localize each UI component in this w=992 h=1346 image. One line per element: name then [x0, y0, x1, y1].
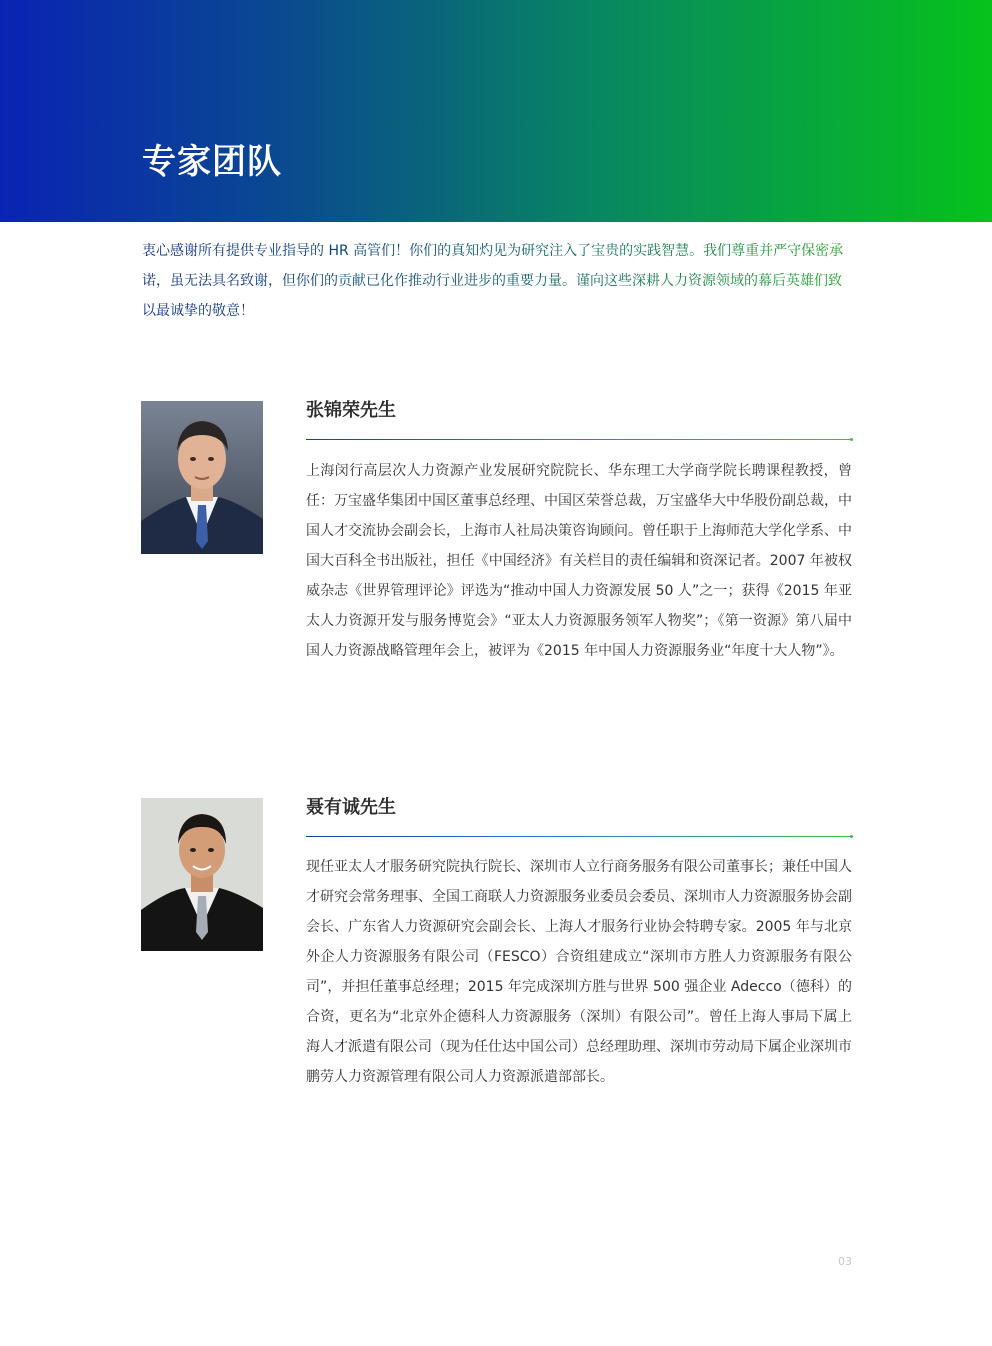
expert-photo — [141, 401, 263, 554]
expert-bio: 现任亚太人才服务研究院执行院长、深圳市人立行商务服务有限公司董事长；兼任中国人才研究会常务理事、全国工商联人力资源服务业委员会委员、深圳市人力资源服务协会副会长、广东省人力资源研究会副会长、上海人才服务行业协会特聘专家。2005 年与北京外企人力资源服务有限公司（FESCO）合资组建成立“深圳市方胜人力资源服务有限公司”，并担任董事总经理；2015 年完成深圳方胜与世界 500 强企业 Adecco（德科）的合资，更名为“北京外企德科人力资源服务（深圳）有限公司”。曾任上海人事局下属上海人才派遣有限公司（现为任仕达中国公司）总经理助理、深圳市劳动局下属企业深圳市鹏劳人力资源管理有限公司人力资源派遣部部长。 — [306, 859, 852, 1085]
expert-photo — [141, 798, 263, 951]
page-title: 专家团队 — [142, 142, 282, 182]
expert-bio: 上海闵行高层次人力资源产业发展研究院院长、华东理工大学商学院长聘课程教授，曾任：万宝盛华集团中国区董事总经理、中国区荣誉总裁，万宝盛华大中华股份副总裁，中国人才交流协会副会长，上海市人社局决策咨询顾问。曾任职于上海师范大学化学系、中国大百科全书出版社，担任《中国经济》有关栏目的责任编辑和资深记者。2007 年被权威杂志《世界管理评论》评选为“推动中国人力资源发展 50 人”之一；获得《2015 年亚太人力资源开发与服务博览会》“亚太人力资源服务领军人物奖”；《第一资源》第八届中国人力资源战略管理年会上，被评为《2015 年中国人力资源服务业“年度十大人物”》。 — [306, 463, 852, 659]
portrait-photo — [141, 401, 263, 554]
page-number: 03 — [838, 1255, 852, 1268]
portrait-photo — [141, 798, 263, 951]
header-banner — [0, 0, 992, 222]
section-divider — [306, 439, 850, 440]
intro-paragraph: 衷心感谢所有提供专业指导的 HR 高管们！你们的真知灼见为研究注入了宝贵的实践智慧。我们尊重并严守保密承诺，虽无法具名致谢，但你们的贡献已化作推动行业进步的重要力量。谨向这些深耕人力资源领域的幕后英雄们致以最诚挚的敬意！ — [142, 236, 854, 326]
expert-name: 聂有诚先生 — [306, 797, 396, 818]
expert-name: 张锦荣先生 — [306, 400, 396, 421]
section-divider — [306, 836, 850, 837]
